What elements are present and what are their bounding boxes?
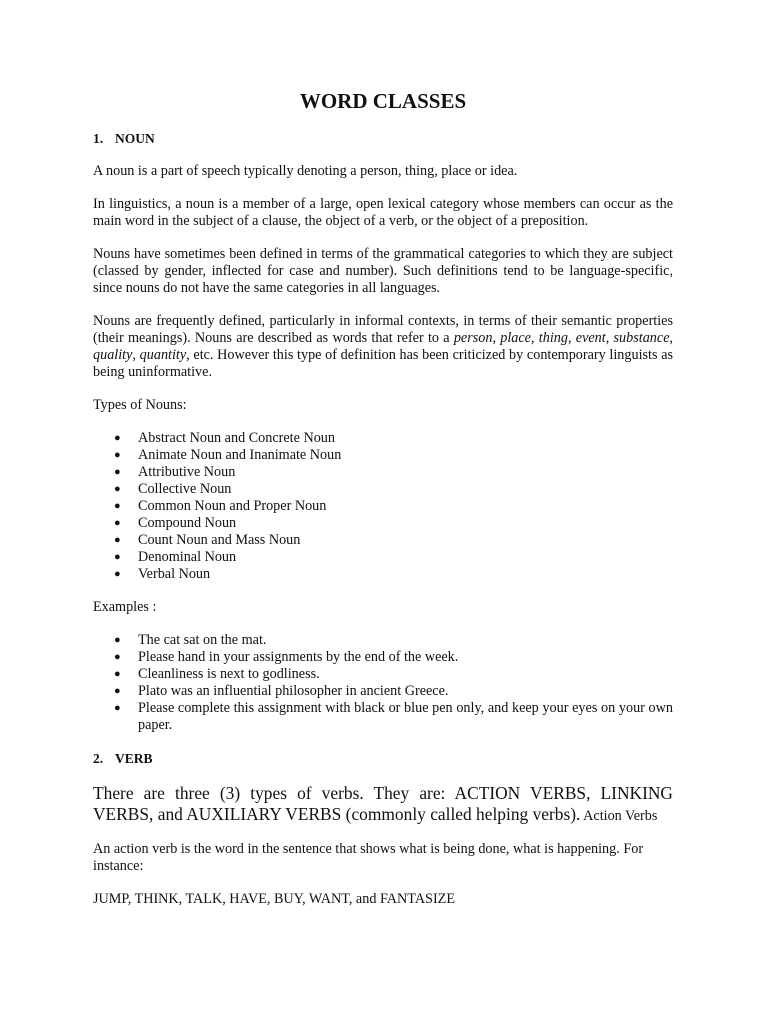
noun-paragraph-3: Nouns have sometimes been defined in terms of the grammatical categories to which they are subject (classed by gender, inflected for case and number). Such definitions tend to be language-specific, since nouns do not have the same categories in all languages. <box>93 246 673 296</box>
bullet-icon: ● <box>114 517 121 529</box>
italic-term: quality <box>93 347 133 363</box>
bullet-icon: ● <box>114 449 121 461</box>
list-item-text: Please hand in your assignments by the end of the week. <box>138 649 459 665</box>
bullet-icon: ● <box>114 483 121 495</box>
bullet-icon: ● <box>114 568 121 580</box>
list-item <box>93 666 673 683</box>
italic-term: person <box>453 330 493 346</box>
document-page <box>93 88 673 924</box>
bullet-icon: ● <box>114 500 121 512</box>
text-run: , <box>132 347 140 363</box>
italic-term: quantity <box>139 347 187 363</box>
bullet-icon: ● <box>114 702 121 714</box>
noun-types-list <box>93 430 673 583</box>
bullet-icon: ● <box>114 432 121 444</box>
bullet-icon: ● <box>114 634 121 646</box>
text-run: , <box>605 330 614 346</box>
italic-term: thing <box>538 330 568 346</box>
list-item <box>93 430 673 447</box>
section-number: 1. <box>93 131 104 146</box>
list-item <box>93 632 673 649</box>
list-item-text: Abstract Noun and Concrete Noun <box>138 430 335 446</box>
text-run: , <box>567 330 576 346</box>
bullet-icon: ● <box>114 466 121 478</box>
list-item <box>93 464 673 481</box>
action-verb-paragraph: An action verb is the word in the sentence that shows what is being done, what is happening. For instance: <box>93 841 644 874</box>
italic-term: event <box>575 330 606 346</box>
section-heading-noun <box>93 130 673 147</box>
list-item-text: Compound Noun <box>138 515 237 531</box>
list-item-text: Count Noun and Mass Noun <box>138 532 301 548</box>
list-item <box>93 481 673 498</box>
list-item <box>93 683 673 700</box>
list-item-text: The cat sat on the mat. <box>138 632 267 648</box>
text-run: , <box>669 330 674 346</box>
noun-paragraph-2: In linguistics, a noun is a member of a large, open lexical category whose members can occur as the main word in the subject of a clause, the object of a verb, or the object of a preposition. <box>93 196 673 229</box>
list-item <box>93 700 673 734</box>
list-item-text: Animate Noun and Inanimate Noun <box>138 447 342 463</box>
list-item-text: Collective Noun <box>138 481 232 497</box>
verb-types-intro <box>93 783 673 827</box>
text-run: , <box>530 330 539 346</box>
bullet-icon: ● <box>114 685 121 697</box>
list-item-text: Plato was an influential philosopher in ancient Greece. <box>138 683 449 699</box>
list-item <box>93 498 673 515</box>
bullet-icon: ● <box>114 668 121 680</box>
list-item-text: Cleanliness is next to godliness. <box>138 666 320 682</box>
list-item-text: Common Noun and Proper Noun <box>138 498 327 514</box>
list-item-text: Please complete this assignment with black or blue pen only, and keep your eyes on your own paper. <box>138 700 673 733</box>
list-item <box>93 649 673 666</box>
bullet-icon: ● <box>114 651 121 663</box>
section-title: NOUN <box>115 131 155 146</box>
list-item <box>93 566 673 583</box>
italic-term: place <box>500 330 531 346</box>
noun-paragraph-4 <box>93 313 673 381</box>
list-item-text: Attributive Noun <box>138 464 236 480</box>
noun-paragraph-1: A noun is a part of speech typically denoting a person, thing, place or idea. <box>93 163 518 179</box>
bullet-icon: ● <box>114 534 121 546</box>
types-of-nouns-label: Types of Nouns: <box>93 397 187 413</box>
section-heading-verb <box>93 750 673 767</box>
list-item <box>93 532 673 549</box>
action-verb-examples: JUMP, THINK, TALK, HAVE, BUY, WANT, and FANTASIZE <box>93 891 456 907</box>
noun-examples-list <box>93 632 673 734</box>
page-title: WORD CLASSES <box>299 89 467 113</box>
text-run: There are three (3) types of verbs. They are: ACTION VERBS, LINKING VERBS, and AUXILIARY VERBS (commonly called helping verbs). <box>93 783 673 824</box>
list-item-text: Verbal Noun <box>138 566 211 582</box>
italic-term: substance <box>613 330 670 346</box>
text-run: Nouns are frequently defined, particularly in informal contexts, in terms of their semantic properties (their meanings). Nouns are described as words that refer to a <box>93 313 673 346</box>
text-run: Action Verbs <box>580 808 658 824</box>
list-item <box>93 447 673 464</box>
list-item <box>93 515 673 532</box>
section-number: 2. <box>93 751 104 766</box>
list-item <box>93 549 673 566</box>
text-run: , etc. However this type of definition has been criticized by contemporary linguists as being uninformative. <box>93 347 674 380</box>
bullet-icon: ● <box>114 551 121 563</box>
list-item-text: Denominal Noun <box>138 549 237 565</box>
text-run: , <box>492 330 501 346</box>
section-title: VERB <box>115 751 153 766</box>
examples-label: Examples : <box>93 599 157 615</box>
